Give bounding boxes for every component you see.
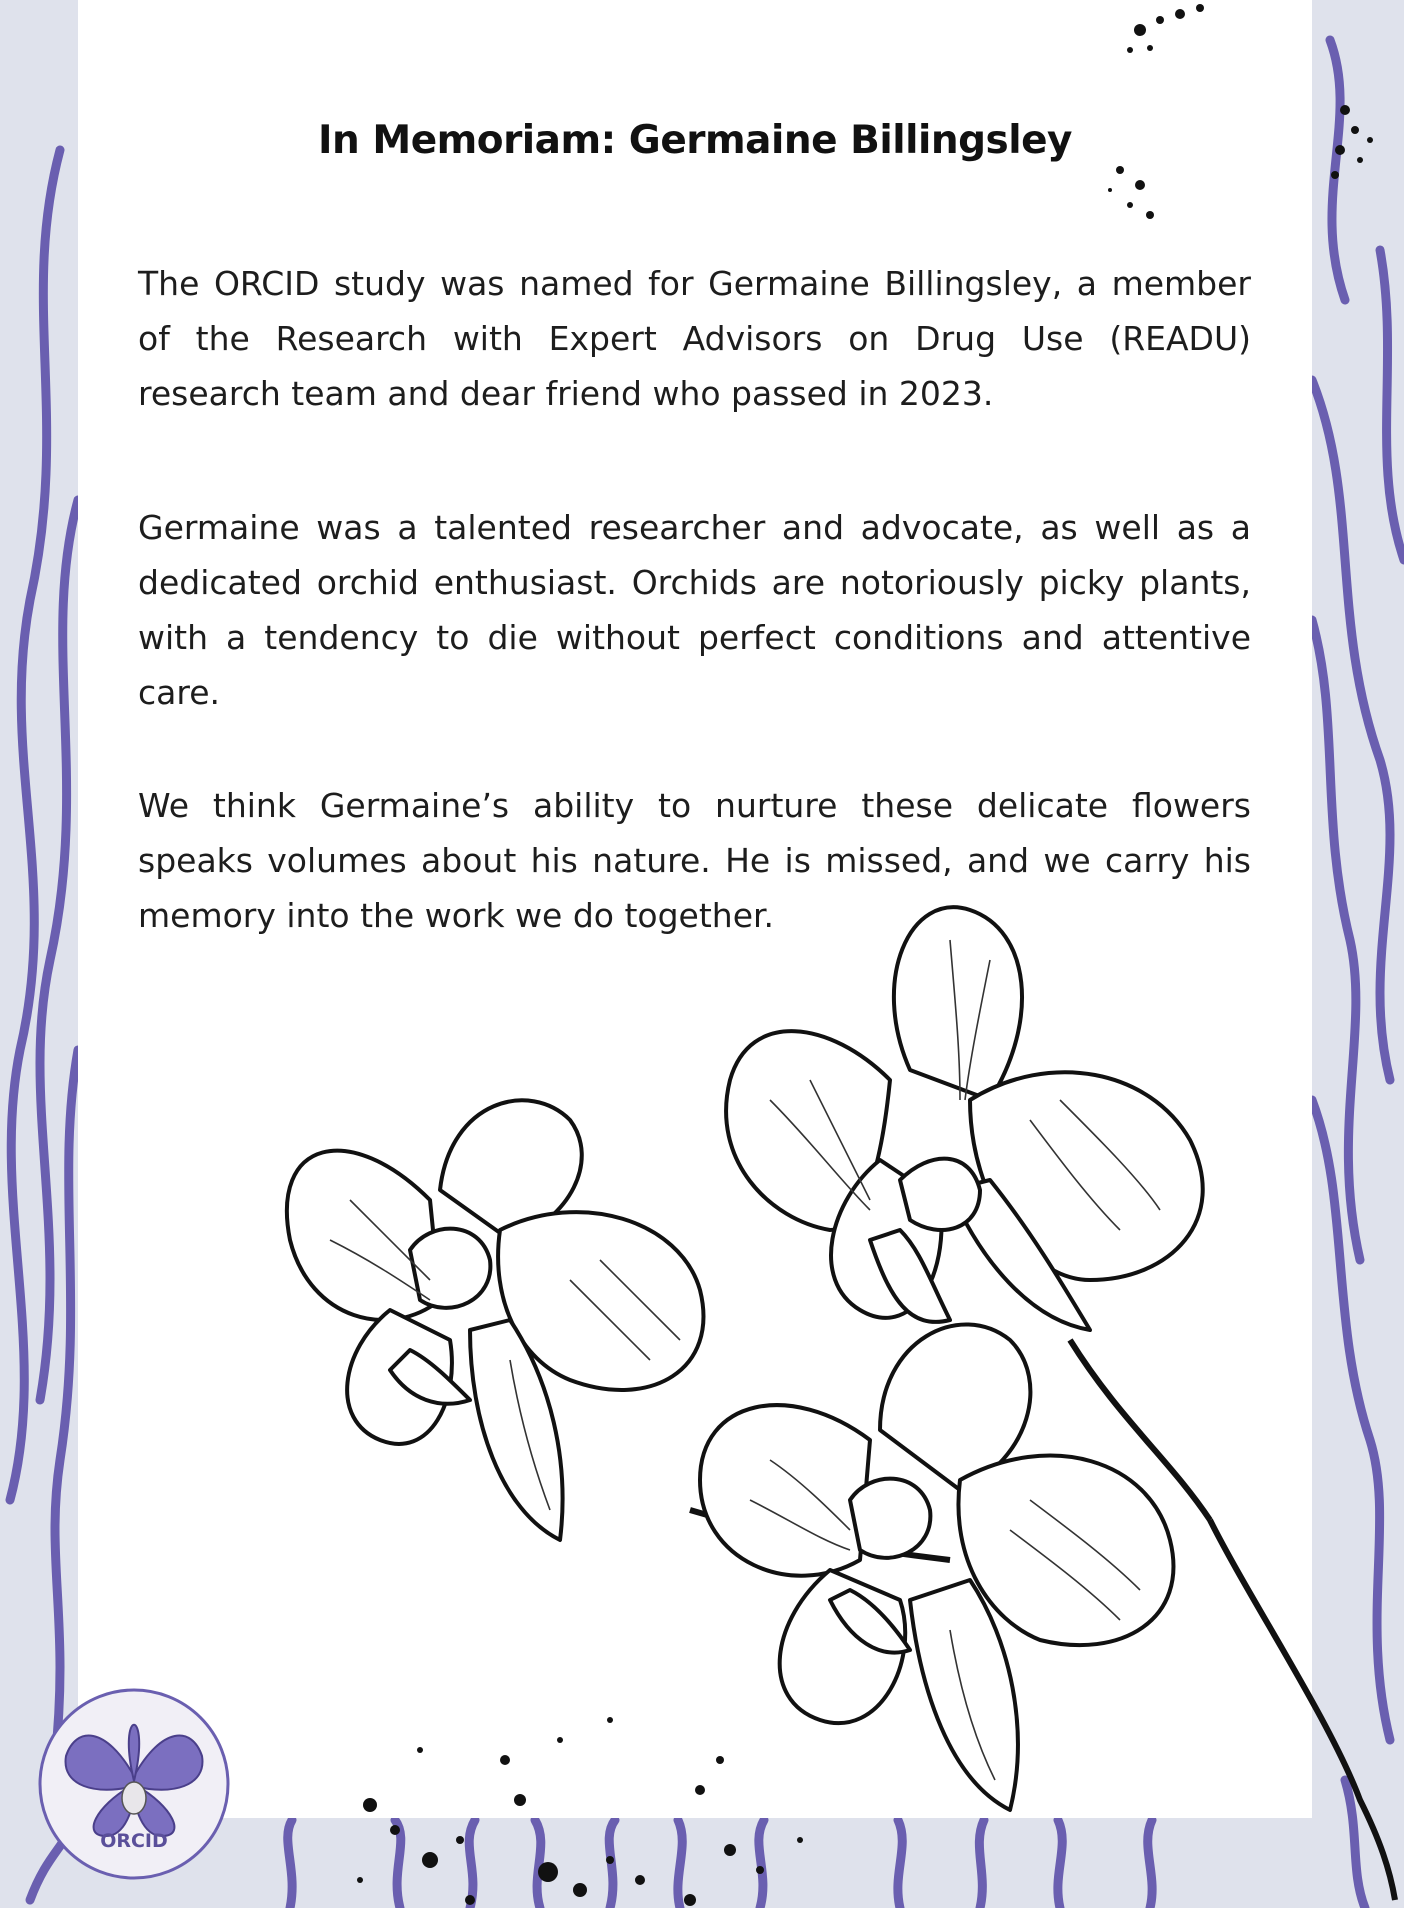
logo-text: ORCID bbox=[100, 1830, 168, 1852]
page-title: In Memoriam: Germaine Billingsley bbox=[318, 118, 1072, 163]
orchid-illustration bbox=[270, 900, 1404, 1908]
paragraph-3: We think Germaine’s ability to nurture these delicate flowers speaks volumes about his nature. He is missed, and we carry his memory into the work we do together. bbox=[138, 786, 1251, 935]
orchid-logo-icon bbox=[36, 1686, 232, 1882]
paragraph-1: The ORCID study was named for Germaine Billingsley, a member of the Research with Expert Advisors on Drug Use (READU) research team and dear friend who passed in 2023. bbox=[138, 264, 1251, 413]
paragraph-2: Germaine was a talented researcher and advocate, as well as a dedicated orchid enthusiast. Orchids are notoriously picky plants, with a tendency to die without perfect conditions and attentive care. bbox=[138, 508, 1251, 712]
